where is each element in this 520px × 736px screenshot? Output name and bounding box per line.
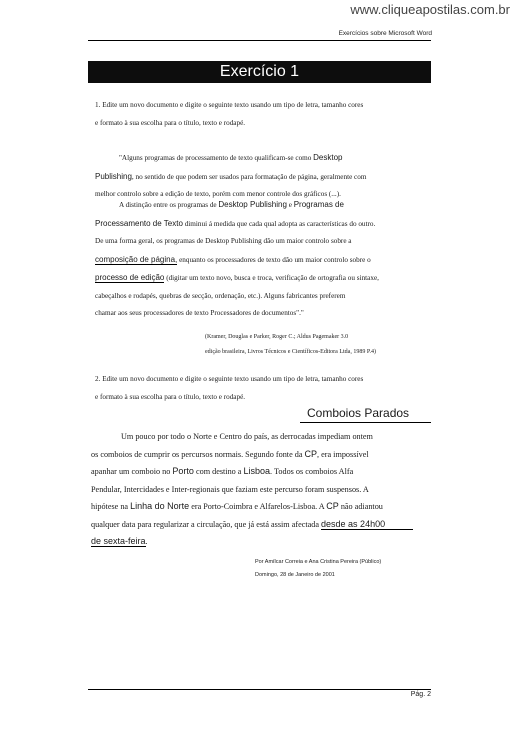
quote-underlined-term: processo de edição <box>95 273 165 282</box>
instruction-1 <box>95 97 431 132</box>
quote-text: De uma forma geral, os programas de Desktop Publishing dão um maior controlo sobre a <box>95 237 352 245</box>
quote-term: Desktop <box>313 153 343 162</box>
quote-text: cabeçalhos e rodapés, quebras de secção, ordenação, etc.). Alguns fabricantes preferem <box>95 291 346 300</box>
citation-line1: (Kramer, Douglas e Parker, Roger C.; Aldus Pagemaker 3.0 <box>205 334 349 340</box>
article-underlined-term: de sexta-feira <box>91 536 146 546</box>
document-header: Exercícios sobre Microsoft Word <box>338 30 432 37</box>
instruction-2-line1: 2. Edite um novo documento e digite o seguinte texto usando um tipo de letra, tamanho cores <box>95 375 364 383</box>
article-text: , era impossível <box>317 449 369 459</box>
credit-date: Domingo, 28 de Janeiro de 2001 <box>255 572 335 578</box>
quote-text: diminui á medida que cada qual adopta as características do outro. <box>182 219 376 228</box>
article-term: Lisboa <box>243 466 271 476</box>
article-term: Linha do Norte <box>130 501 190 511</box>
quote-text: enquanto os processadores de texto dão um maior controlo sobre o <box>177 255 371 264</box>
credit-author: Por Amílcar Correia e Ana Cristina Pereira (Público) <box>255 559 382 565</box>
quote-text: melhor controlo sobre a edição de texto, porém com menor controle dos gráficos (...). <box>95 190 341 198</box>
exercise-title: Exercício 1 <box>88 61 431 83</box>
quote-text: e <box>286 201 294 209</box>
article-text: hipótese na <box>91 502 131 511</box>
quote-text: "Alguns programas de processamento de texto qualificam-se como <box>119 154 314 162</box>
article-text: . Todos os comboios Alfa <box>270 467 354 476</box>
footer-rule <box>88 689 431 690</box>
article-text: com destino a <box>193 467 244 476</box>
citation-line2: edição brasileira, Livros Técnicos e Científicos-Editora Ltda, 1989 P.4) <box>205 348 377 355</box>
quote-term: Desktop Publishing <box>218 200 287 209</box>
article-term: Porto <box>172 466 194 476</box>
article-text: os comboios de cumprir os percursos normais. Segundo fonte da <box>91 449 305 459</box>
citation <box>205 330 376 359</box>
quote-term: Processamento de Texto <box>95 218 183 228</box>
quote-underlined-term: composição de página, <box>95 254 178 264</box>
quote-term: Publishing <box>95 171 132 181</box>
article-term: CP <box>326 501 339 511</box>
quote-text: , no sentido de que podem ser usados para formatação de página, geralmente com <box>131 172 367 181</box>
quote-text: A distinção entre os programas de <box>119 201 219 209</box>
article-text: Um pouco por todo o Norte e Centro do país, as derrocadas impediam ontem <box>121 432 373 441</box>
article-text: apanhar um comboio no <box>91 467 173 476</box>
article-text: era Porto-Coimbra e Alfarelos-Lisboa. A <box>189 502 327 511</box>
quote-text: (digitar um texto novo, busca e troca, verificação de ortografia ou sintaxe, <box>164 274 379 282</box>
quote-paragraph-2 <box>95 196 431 323</box>
article-text: . <box>145 537 148 546</box>
header-rule <box>88 40 431 41</box>
page-number: Pág. 2 <box>410 691 431 698</box>
article-text: Pendular, Intercidades e Inter-regionais que faziam este percurso foram suspensos. A <box>91 484 369 494</box>
article-body <box>91 428 431 551</box>
article-underlined-term: desde as 24h00 <box>321 519 413 530</box>
article-text: não adiantou <box>338 502 383 511</box>
article-term: CP <box>304 448 318 459</box>
instruction-2-line2: e formato à sua escolha para o título, texto e rodapé. <box>95 392 246 401</box>
instruction-2 <box>95 371 431 406</box>
quote-text: chamar aos seus processadores de texto Processadores de documentos"." <box>95 309 304 317</box>
article-text: qualquer data para regularizar a circulação, que já está assim afectada <box>91 519 322 529</box>
instruction-1-line2: e formato à sua escolha para o título, texto e rodapé. <box>95 118 246 127</box>
quote-term: Programas de <box>293 200 344 209</box>
article-title: Comboios Parados <box>300 405 431 423</box>
site-url: www.cliqueapostilas.com.br <box>350 2 510 17</box>
instruction-1-line1: 1. Edite um novo documento e digite o seguinte texto usando um tipo de letra, tamanho cores <box>95 101 364 109</box>
